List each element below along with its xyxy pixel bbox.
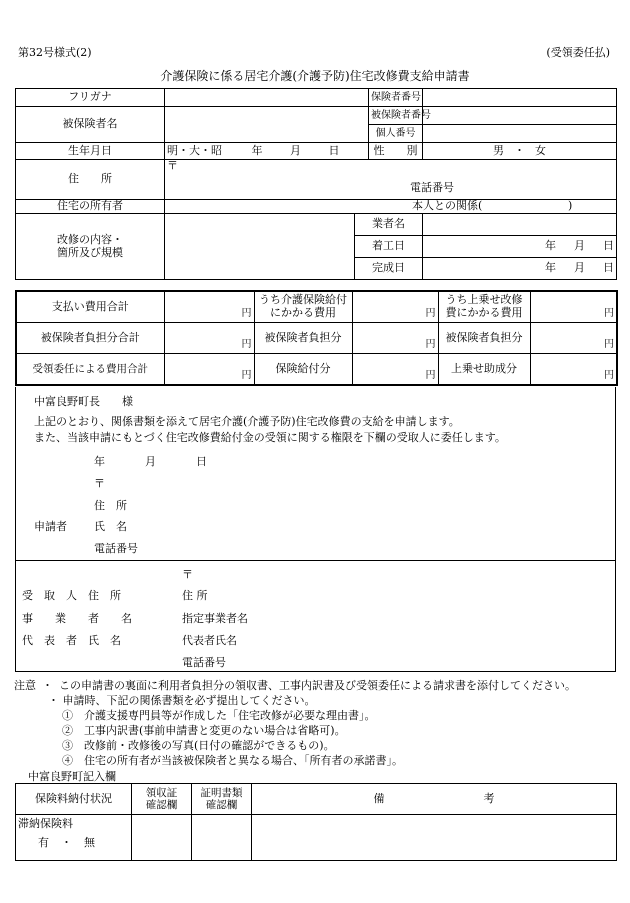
insured-number-field[interactable] [423,107,617,125]
insured-share-label-1: 被保険者負担分 [254,323,352,354]
receiver-postal: 〒 [182,568,193,581]
representative-field-label: 代表者氏名 [182,634,237,647]
certificate-check-label: 証明書類 確認欄 [192,784,252,815]
total-cost-field[interactable]: 円 [164,291,254,323]
benefit-field[interactable]: 円 [352,354,438,386]
insured-share-label-2: 被保険者負担分 [438,323,530,354]
insured-share-field-2[interactable]: 円 [530,323,617,354]
certificate-check-field[interactable] [192,815,252,861]
remarks-label: 備 考 [252,784,617,815]
receiver-address-field-label: 住 所 [182,589,208,602]
birthdate-label: 生年月日 [16,143,165,160]
contractor-field[interactable] [423,214,617,236]
birthdate-field[interactable]: 明・大・昭 年 月 日 [165,143,369,160]
personal-number-label: 個人番号 [369,125,423,143]
subsidy-field[interactable]: 円 [530,354,617,386]
note-item-1: ① 介護支援専門員等が作成した「住宅改修が必要な理由書」。 [62,709,376,722]
form-number: 第32号様式(2) [18,46,92,59]
start-date-label: 着工日 [355,236,423,258]
renovation-label: 改修の内容・ 箇所及び規模 [16,214,165,280]
subsidy-label: 上乗せ助成分 [438,354,530,386]
business-name-field-label: 指定事業者名 [182,612,248,625]
extra-cost-field[interactable]: 円 [530,291,617,323]
receipt-check-label: 領収証 確認欄 [132,784,192,815]
application-text-1: 上記のとおり、関係書類を添えて居宅介護(介護予防)住宅改修費の支給を申請します。 [34,415,460,428]
application-section [15,387,616,561]
relation-label: 本人との関係( [412,199,483,212]
address-label: 住 所 [16,160,165,200]
form-title: 介護保険に係る居宅介護(介護予防)住宅改修費支給申請書 [160,69,470,83]
receiver-section [15,560,616,672]
applicant-phone-label: 電話番号 [94,542,138,555]
start-date-field[interactable]: 年 月 日 [423,236,617,258]
insured-info-table [15,88,617,280]
note-line-1: この申請書の裏面に利用者負担分の領収書、工事内訳書及び受領委任による請求書を添付してください。 [59,679,576,692]
total-cost-label: 支払い費用合計 [16,291,164,323]
payment-type-note: (受領委任払) [546,46,610,59]
insured-name-label: 被保険者名 [16,107,165,143]
furigana-label: フリガナ [16,89,165,107]
owner-field[interactable]: 本人との関係( ) [165,200,617,214]
application-text-2: また、当該申請にもとづく住宅改修費給付金の受領に関する権限を下欄の受取人に委任します。 [34,431,506,444]
addressee: 中富良野町長 様 [34,395,133,408]
representative-label: 代 表 者 氏 名 [22,634,121,647]
furigana-field[interactable] [165,89,369,107]
insured-share-total-label: 被保険者負担分合計 [16,323,164,354]
office-use-table [15,783,617,861]
insured-share-total-field[interactable]: 円 [164,323,254,354]
receiver-address-label: 受 取 人 住 所 [22,589,121,602]
receiver-phone-label: 電話番号 [182,656,226,669]
contractor-label: 業者名 [355,214,423,236]
sex-label: 性 別 [369,143,423,160]
application-date[interactable]: 年 月 日 [94,455,207,468]
notes-section: 注意 ・ この申請書の裏面に利用者負担分の領収書、工事内訳書及び受領委任による請求書を添付してください。 ・ 申請時、下記の関係書類を必ず提出してください。 ① 介護支援専門員等が作成した「住宅改修が必要な理由書」。 ② 工事内訳書(事前申請書と変更のない場合は省略可)。 ③ 改修前・改修後の写真(日付の確認ができるもの)。 ④ 住宅の所有者が当該被保険者と異なる場合、「所有者の承諾書」。 [14,678,624,768]
address-field[interactable]: 〒 電話番号 [165,160,617,200]
applicant-label: 申請者 [34,520,67,533]
proxy-total-field[interactable]: 円 [164,354,254,386]
cost-table [15,290,618,386]
complete-date-label: 完成日 [355,258,423,280]
extra-cost-label: うち上乗せ改修 費にかかる費用 [438,291,530,323]
remarks-field[interactable] [252,815,617,861]
note-line-2: 申請時、下記の関係書類を必ず提出してください。 [62,694,316,707]
notes-lead: 注意 [14,679,36,692]
phone-label: 電話番号 [410,181,454,194]
insurer-number-label: 保険者番号 [369,89,423,107]
benefit-cost-field[interactable]: 円 [352,291,438,323]
insured-name-field[interactable] [165,107,369,143]
note-item-3: ③ 改修前・改修後の写真(日付の確認ができるもの)。 [62,739,335,752]
benefit-label: 保険給付分 [254,354,352,386]
office-use-label: 中富良野町記入欄 [28,770,116,783]
owner-label: 住宅の所有者 [16,200,165,214]
applicant-name-label: 氏 名 [94,520,127,533]
complete-date-field[interactable]: 年 月 日 [423,258,617,280]
applicant-postal: 〒 [94,477,105,490]
note-item-4: ④ 住宅の所有者が当該被保険者と異なる場合、「所有者の承諾書」。 [62,754,403,767]
overdue-field[interactable]: 滞納保険料 有 ・ 無 [16,815,132,861]
proxy-total-label: 受領委任による費用合計 [16,354,164,386]
receipt-check-field[interactable] [132,815,192,861]
renovation-field[interactable] [165,214,355,280]
personal-number-field[interactable] [423,125,617,143]
sex-field[interactable]: 男 ・ 女 [423,143,617,160]
payment-status-label: 保険料納付状況 [16,784,132,815]
benefit-cost-label: うち介護保険給付 にかかる費用 [254,291,352,323]
applicant-address-label: 住 所 [94,499,127,512]
insurer-number-field[interactable] [423,89,617,107]
note-item-2: ② 工事内訳書(事前申請書と変更のない場合は省略可)。 [62,724,346,737]
business-name-label: 事 業 者 名 [22,612,132,625]
insured-number-label: 被保険者番号 [369,107,423,125]
insured-share-field-1[interactable]: 円 [352,323,438,354]
